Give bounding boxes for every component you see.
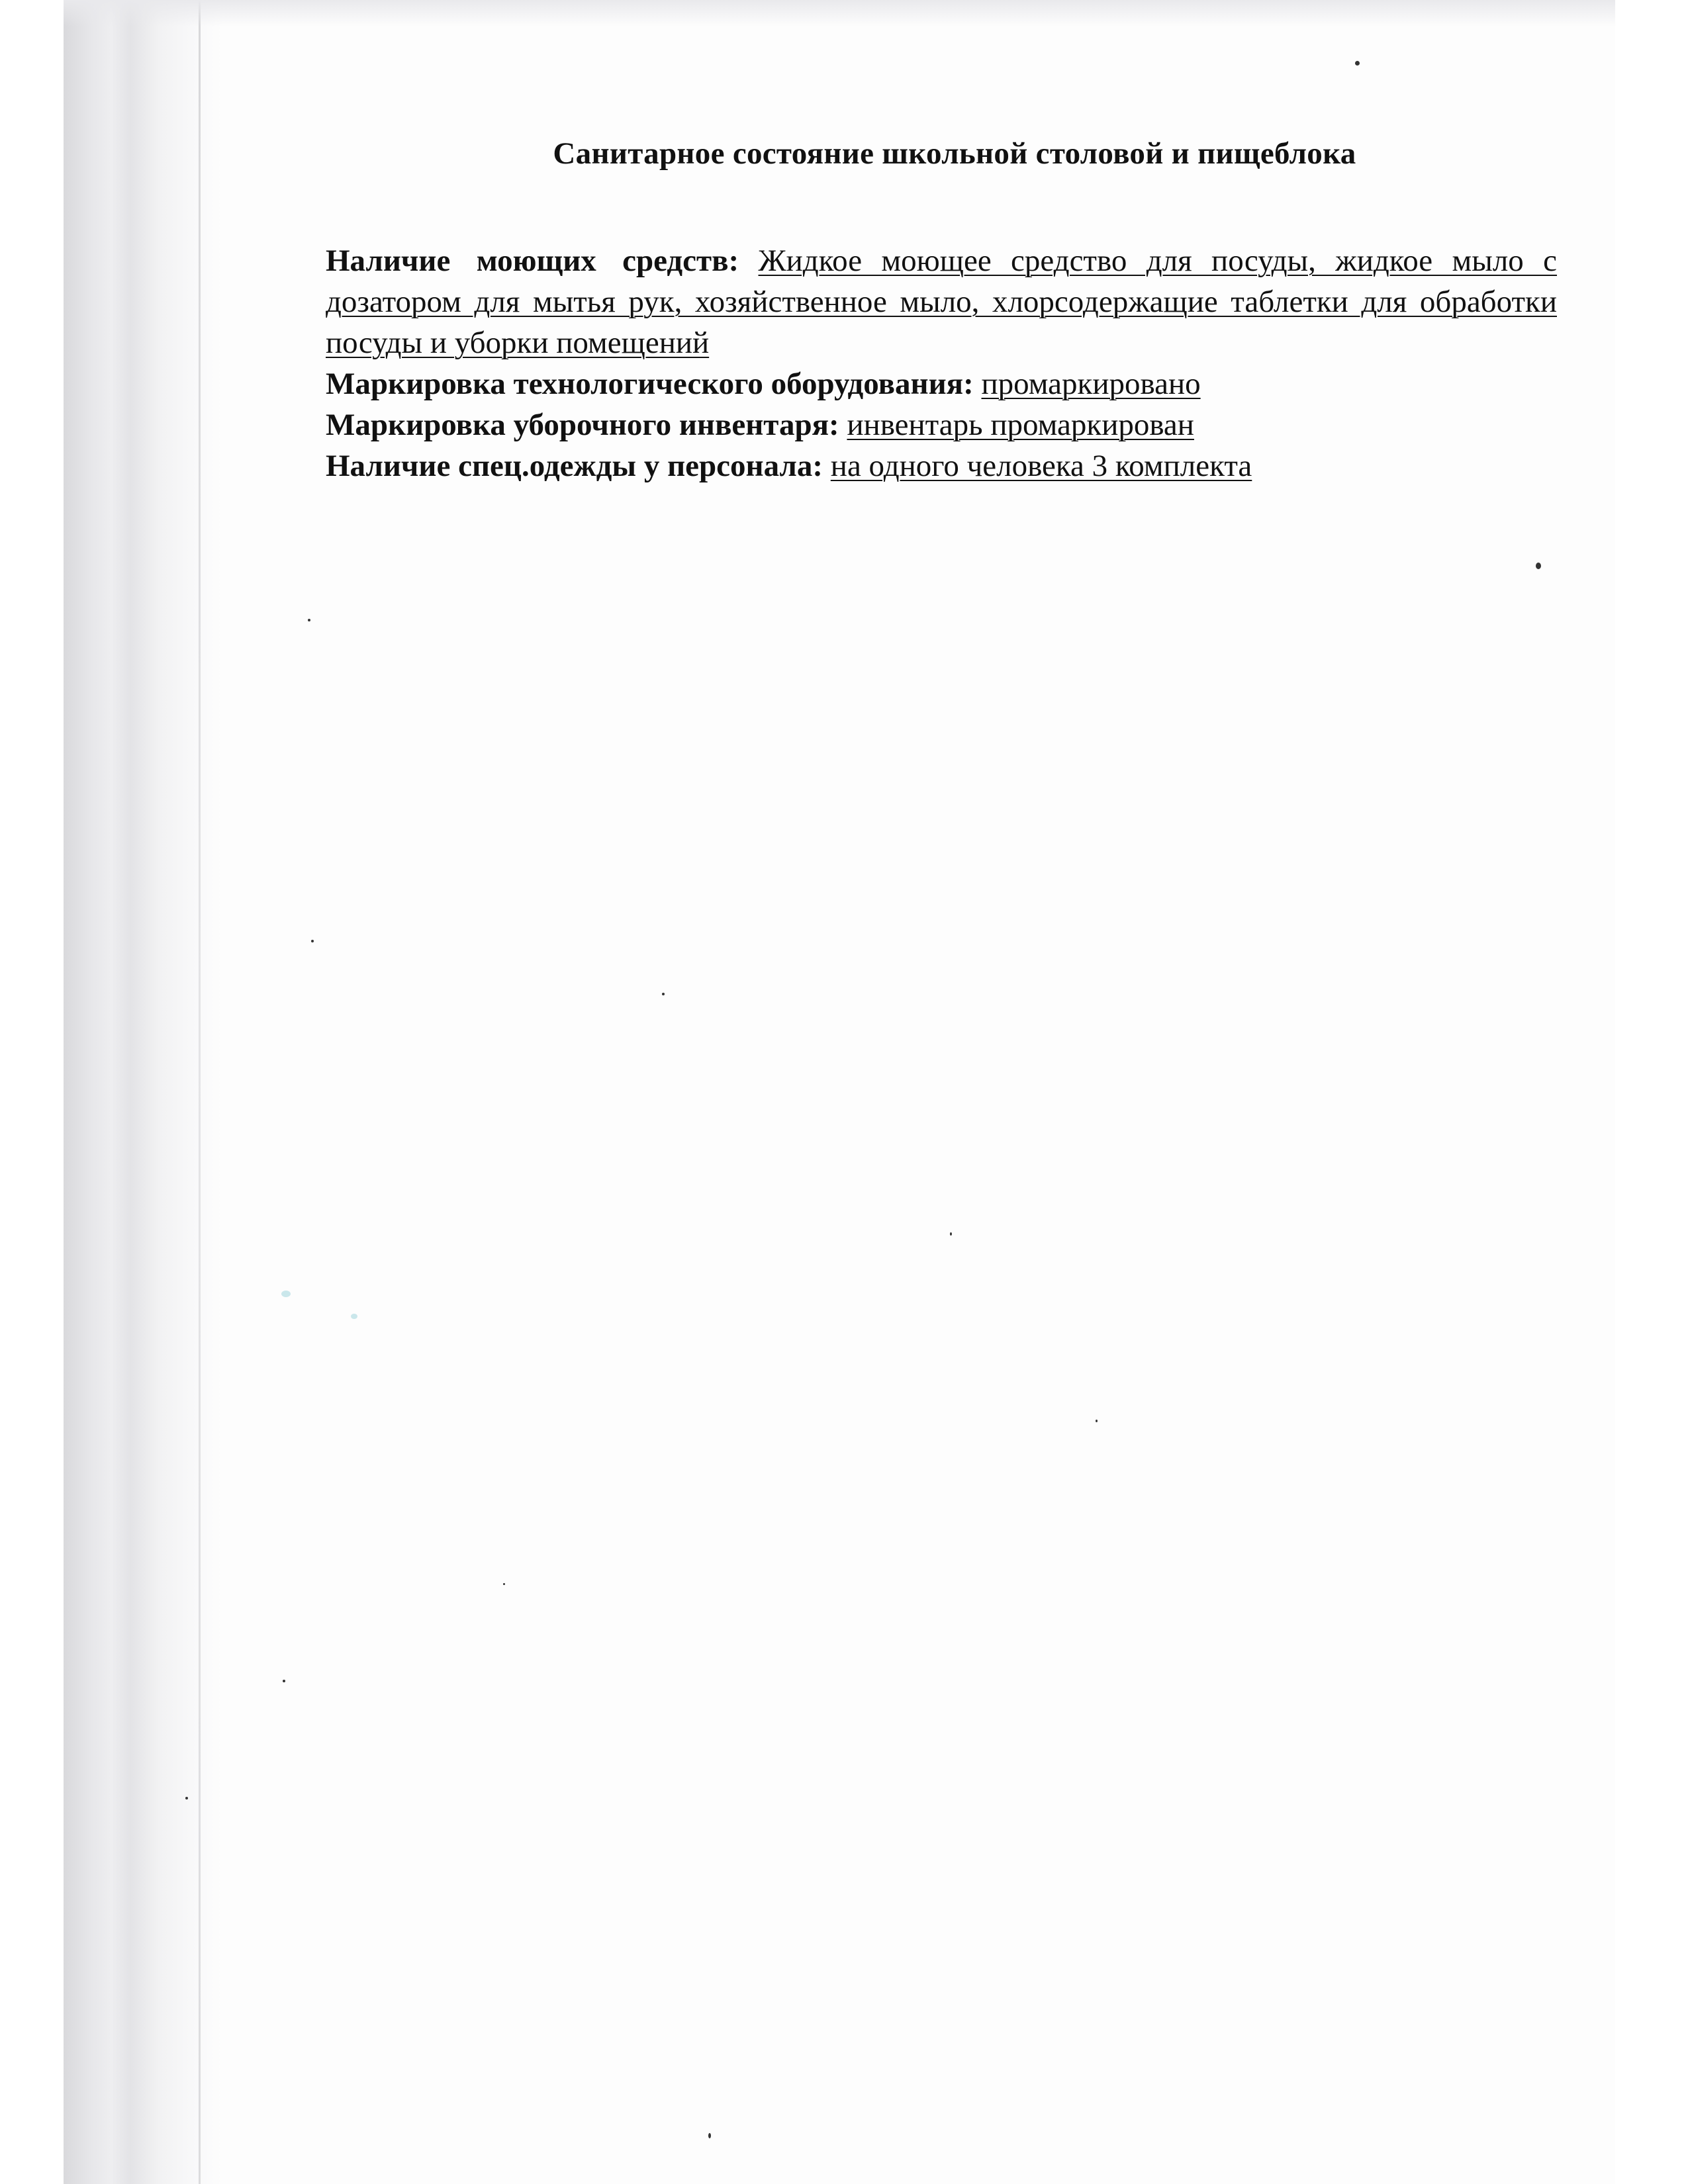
document-title: Санитарное состояние школьной столовой и пищеблока (553, 136, 1356, 171)
item-label: Маркировка уборочного инвентаря: (326, 408, 839, 442)
item-value: инвентарь промаркирован (847, 408, 1194, 442)
document-body (326, 136, 1557, 486)
item-detergents (326, 240, 1557, 363)
scan-edge (0, 0, 64, 2184)
item-label: Наличие моющих средств: (326, 244, 739, 278)
fold-line (199, 0, 201, 2184)
item-value: промаркировано (981, 367, 1201, 401)
scan-stain (281, 1291, 291, 1297)
scan-stain (351, 1314, 357, 1319)
right-margin (1615, 0, 1688, 2184)
item-value: Жидкое моющее средство для посуды, жидкое мыло с дозатором для мытья рук, хозяйственное мыло, хлорсодержащие таблетки для обработки посуды и уборки помещений (326, 244, 1558, 360)
item-equipment-marking (326, 363, 1557, 404)
item-label: Наличие спец.одежды у персонала: (326, 449, 823, 483)
item-label: Маркировка технологического оборудования: (326, 367, 974, 401)
item-cleaning-inventory-marking (326, 404, 1557, 445)
item-workwear (326, 445, 1557, 486)
top-shadow (64, 0, 1615, 26)
item-value: на одного человека 3 комплекта (830, 449, 1252, 483)
